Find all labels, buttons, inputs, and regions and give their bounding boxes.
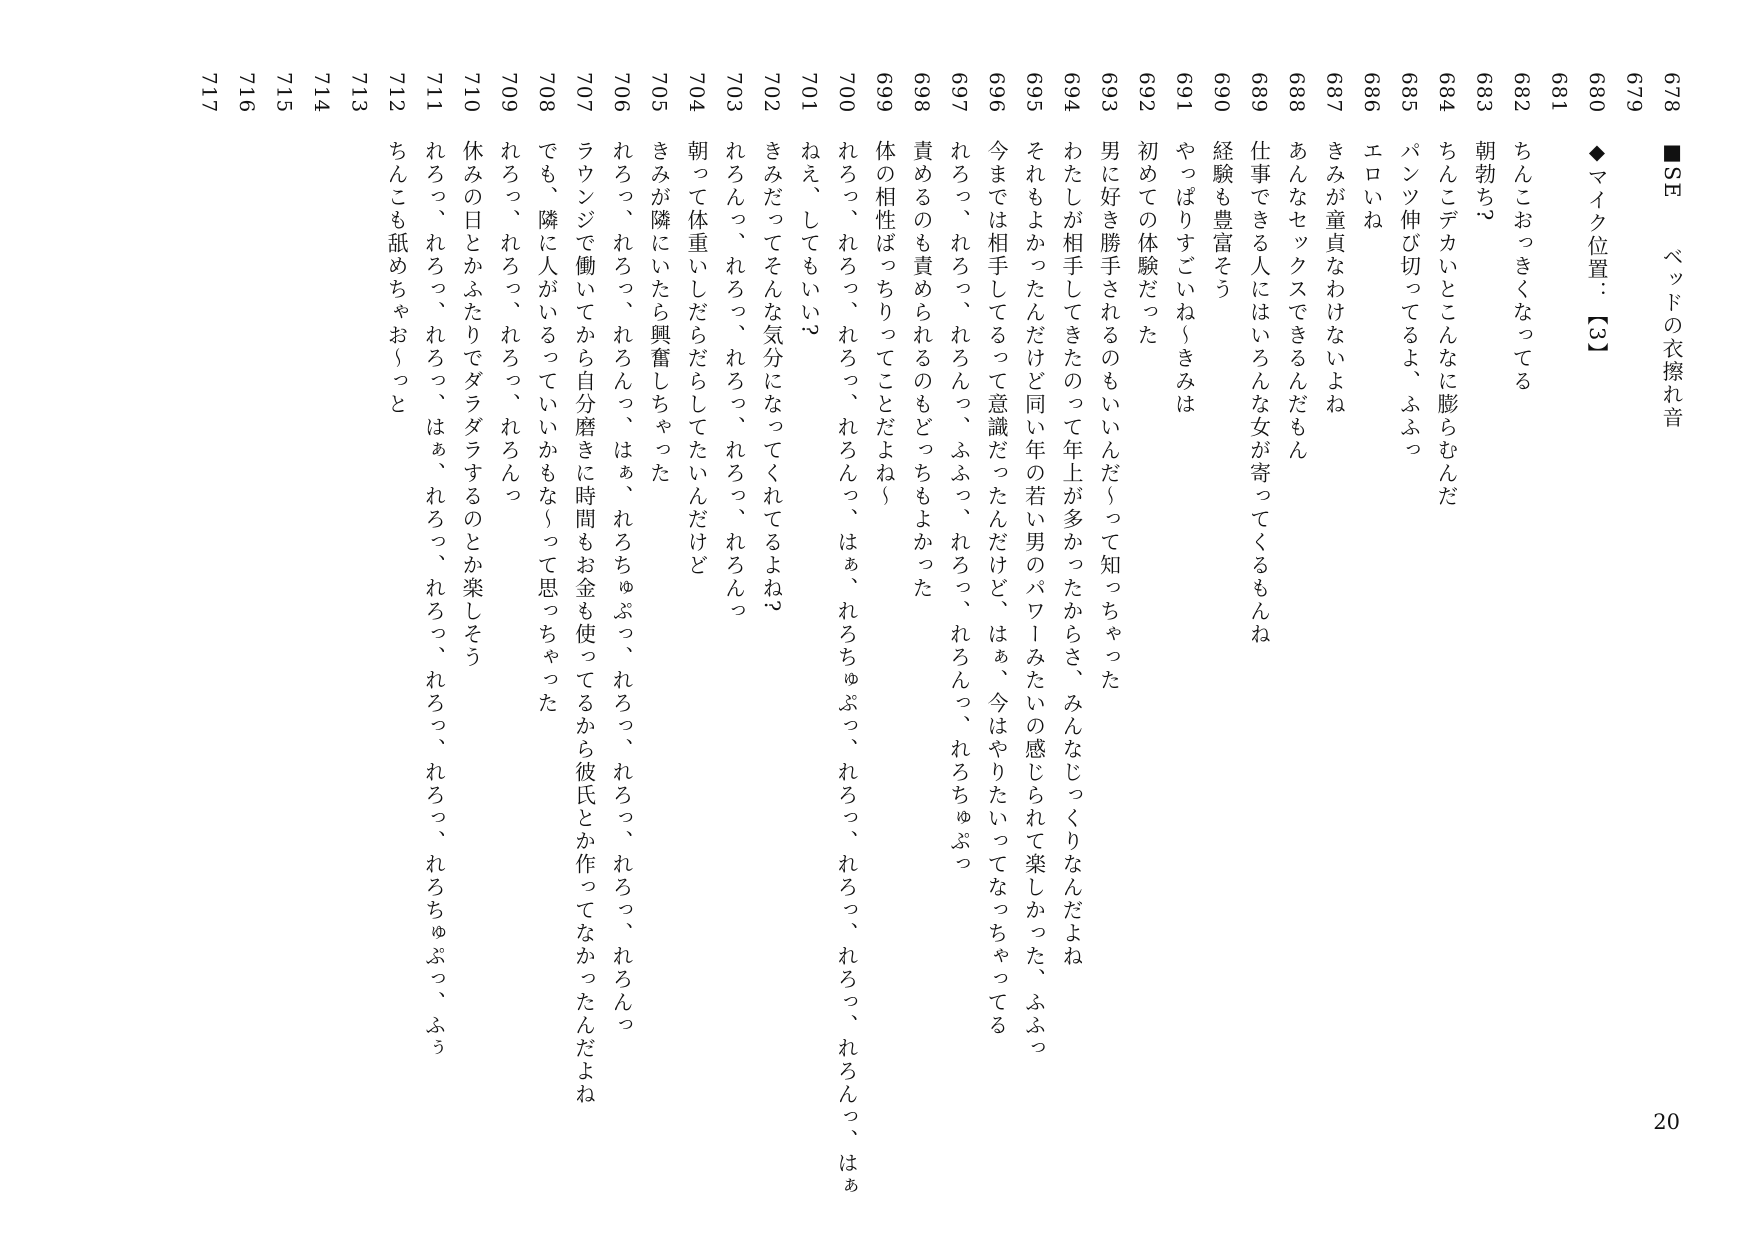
line-text: 男に好き勝手されるのもいいんだ～って知っちゃった: [1097, 140, 1122, 692]
line-text: ねえ、してもいい?: [797, 140, 822, 338]
line-text: ラウンジで働いてから自分磨きに時間もお金も使ってるから彼氏とか作ってなかったんだよね: [572, 140, 597, 1106]
script-line: [829, 72, 865, 1198]
script-line: [1167, 72, 1203, 1112]
line-number: 704: [685, 72, 709, 114]
page-number: 20: [1653, 1110, 1680, 1134]
line-text: わたしが相手してきたのって年上が多かったからさ、みんなじっくりなんだよね: [1060, 140, 1084, 968]
line-number: 692: [1135, 72, 1159, 114]
line-text: れろっ、れろっ、れろっ、はぁ、れろっ、れろっ、れろっ、れろっ、れろちゅぷっ、ふぅ: [422, 140, 447, 1060]
script-line: [904, 72, 940, 1112]
script-line: [1054, 72, 1090, 1112]
script-line: [979, 72, 1015, 1112]
line-text: ちんこおっきくなってる: [1510, 140, 1534, 393]
line-number: 702: [760, 72, 784, 114]
line-number: 710: [460, 72, 484, 114]
line-number: 717: [197, 72, 222, 114]
script-line: [1617, 72, 1653, 1112]
script-line: [417, 72, 453, 1112]
line-text: きみだってそんな気分になってくれてるよね?: [760, 140, 784, 614]
line-number: 699: [872, 72, 897, 114]
line-text: ちんこも舐めちゃお～っと: [385, 140, 409, 416]
script-line: [642, 72, 678, 1112]
script-line: [754, 72, 790, 1112]
script-line: [1467, 72, 1503, 1112]
script-line: [192, 72, 228, 1112]
line-number: 709: [497, 72, 522, 114]
line-number: 694: [1060, 72, 1084, 114]
line-number: 711: [422, 72, 447, 114]
line-text: れろんっ、れろっ、れろっ、れろっ、れろんっ: [722, 140, 747, 623]
script-line: [267, 72, 303, 1112]
script-line: [1429, 72, 1465, 1112]
line-number: 683: [1472, 72, 1497, 114]
line-text: きみが童貞なわけないよね: [1322, 140, 1347, 416]
script-line: [942, 72, 978, 1112]
line-number: 691: [1172, 72, 1197, 114]
line-number: 701: [797, 72, 822, 114]
line-number: 712: [385, 72, 409, 114]
line-text: 今までは相手してるって意識だったんだけど、はぁ、今はやりたいってなっちゃってる: [985, 140, 1009, 1037]
script-line: [379, 72, 415, 1112]
line-number: 708: [535, 72, 559, 114]
line-number: 681: [1547, 72, 1572, 114]
line-text: れろっ、れろっ、れろっ、れろんっ、はぁ、れろちゅぷっ、れろっ、れろっ、れろっ、れろんっ、はぁ: [835, 140, 859, 1198]
line-number: 714: [310, 72, 334, 114]
line-number: 713: [347, 72, 372, 114]
script-line: [1654, 72, 1690, 1112]
line-number: 715: [272, 72, 297, 114]
line-number: 687: [1322, 72, 1347, 114]
script-line: [679, 72, 715, 1112]
script-line: [792, 72, 828, 1112]
line-number: 707: [572, 72, 597, 114]
line-number: 700: [835, 72, 859, 114]
script-line: [1504, 72, 1540, 1112]
line-text: やっぱりすごいね～きみは: [1172, 140, 1197, 416]
script-line: [1392, 72, 1428, 1112]
line-number: 693: [1097, 72, 1122, 114]
script-line: [1279, 72, 1315, 1112]
script-line: [1129, 72, 1165, 1112]
line-text: でも、隣に人がいるっていいかもな～って思っちゃった: [535, 140, 559, 715]
line-number: 697: [947, 72, 972, 114]
line-number: 705: [647, 72, 672, 114]
line-text: あんなセックスできるんだもん: [1285, 140, 1309, 462]
line-number: 716: [235, 72, 259, 114]
line-text: エロいね: [1360, 140, 1384, 232]
line-text: 責めるのも責められるのもどっちもよかった: [910, 140, 934, 600]
script-line: [567, 72, 603, 1112]
script-line: [229, 72, 265, 1112]
script-line: [304, 72, 340, 1112]
line-text: 体の相性ばっちりってことだよね～: [872, 140, 897, 508]
script-line: [1354, 72, 1390, 1112]
line-number: 685: [1397, 72, 1422, 114]
script-line: [1242, 72, 1278, 1112]
line-text: ちんこデカいとこんなに膨らむんだ: [1435, 140, 1459, 508]
script-line: [1579, 72, 1615, 1112]
line-text: それもよかったんだけど同い年の若い男のパワーみたいの感じられて楽しかった、ふふっ: [1022, 140, 1047, 1060]
line-number: 689: [1247, 72, 1272, 114]
script-line: [454, 72, 490, 1112]
line-number: 696: [985, 72, 1009, 114]
line-text: パンツ伸び切ってるよ、ふふっ: [1397, 140, 1422, 462]
line-text: れろっ、れろっ、れろっ、れろんっ: [497, 140, 522, 508]
line-number: 678: [1660, 72, 1684, 114]
line-text: れろっ、れろっ、れろんっ、はぁ、れろちゅぷっ、れろっ、れろっ、れろっ、れろんっ: [610, 140, 634, 1037]
line-number: 706: [610, 72, 634, 114]
script-line: [1092, 72, 1128, 1112]
line-text: ■SE ベッドの衣擦れ音: [1660, 140, 1684, 430]
script-line: [492, 72, 528, 1112]
script-line: [529, 72, 565, 1112]
line-number: 684: [1435, 72, 1459, 114]
line-text: ◆マイク位置：【3】: [1585, 140, 1609, 366]
script-line: [867, 72, 903, 1112]
script-line: [1204, 72, 1240, 1112]
line-number: 679: [1622, 72, 1647, 114]
line-text: れろっ、れろっ、れろんっ、ふふっ、れろっ、れろんっ、れろちゅぷっ: [947, 140, 972, 876]
line-number: 703: [722, 72, 747, 114]
line-number: 690: [1210, 72, 1234, 114]
line-text: 仕事できる人にはいろんな女が寄ってくるもんね: [1247, 140, 1272, 646]
script-line: [1317, 72, 1353, 1112]
line-number: 682: [1510, 72, 1534, 114]
line-text: 経験も豊富そう: [1210, 140, 1234, 301]
line-number: 695: [1022, 72, 1047, 114]
script-line: [717, 72, 753, 1112]
line-text: 初めての体験だった: [1135, 140, 1159, 347]
line-number: 680: [1585, 72, 1609, 114]
line-text: 朝勃ち?: [1472, 140, 1497, 223]
script-line: [1017, 72, 1053, 1112]
line-number: 698: [910, 72, 934, 114]
line-number: 686: [1360, 72, 1384, 114]
script-line: [604, 72, 640, 1112]
line-text: きみが隣にいたら興奮しちゃった: [647, 140, 672, 485]
script-line: [1542, 72, 1578, 1112]
line-number: 688: [1285, 72, 1309, 114]
line-text: 朝って体重いしだらだらしてたいんだけど: [685, 140, 709, 577]
line-text: 休みの日とかふたりでダラダラするのとか楽しそう: [460, 140, 484, 669]
script-line: [342, 72, 378, 1112]
